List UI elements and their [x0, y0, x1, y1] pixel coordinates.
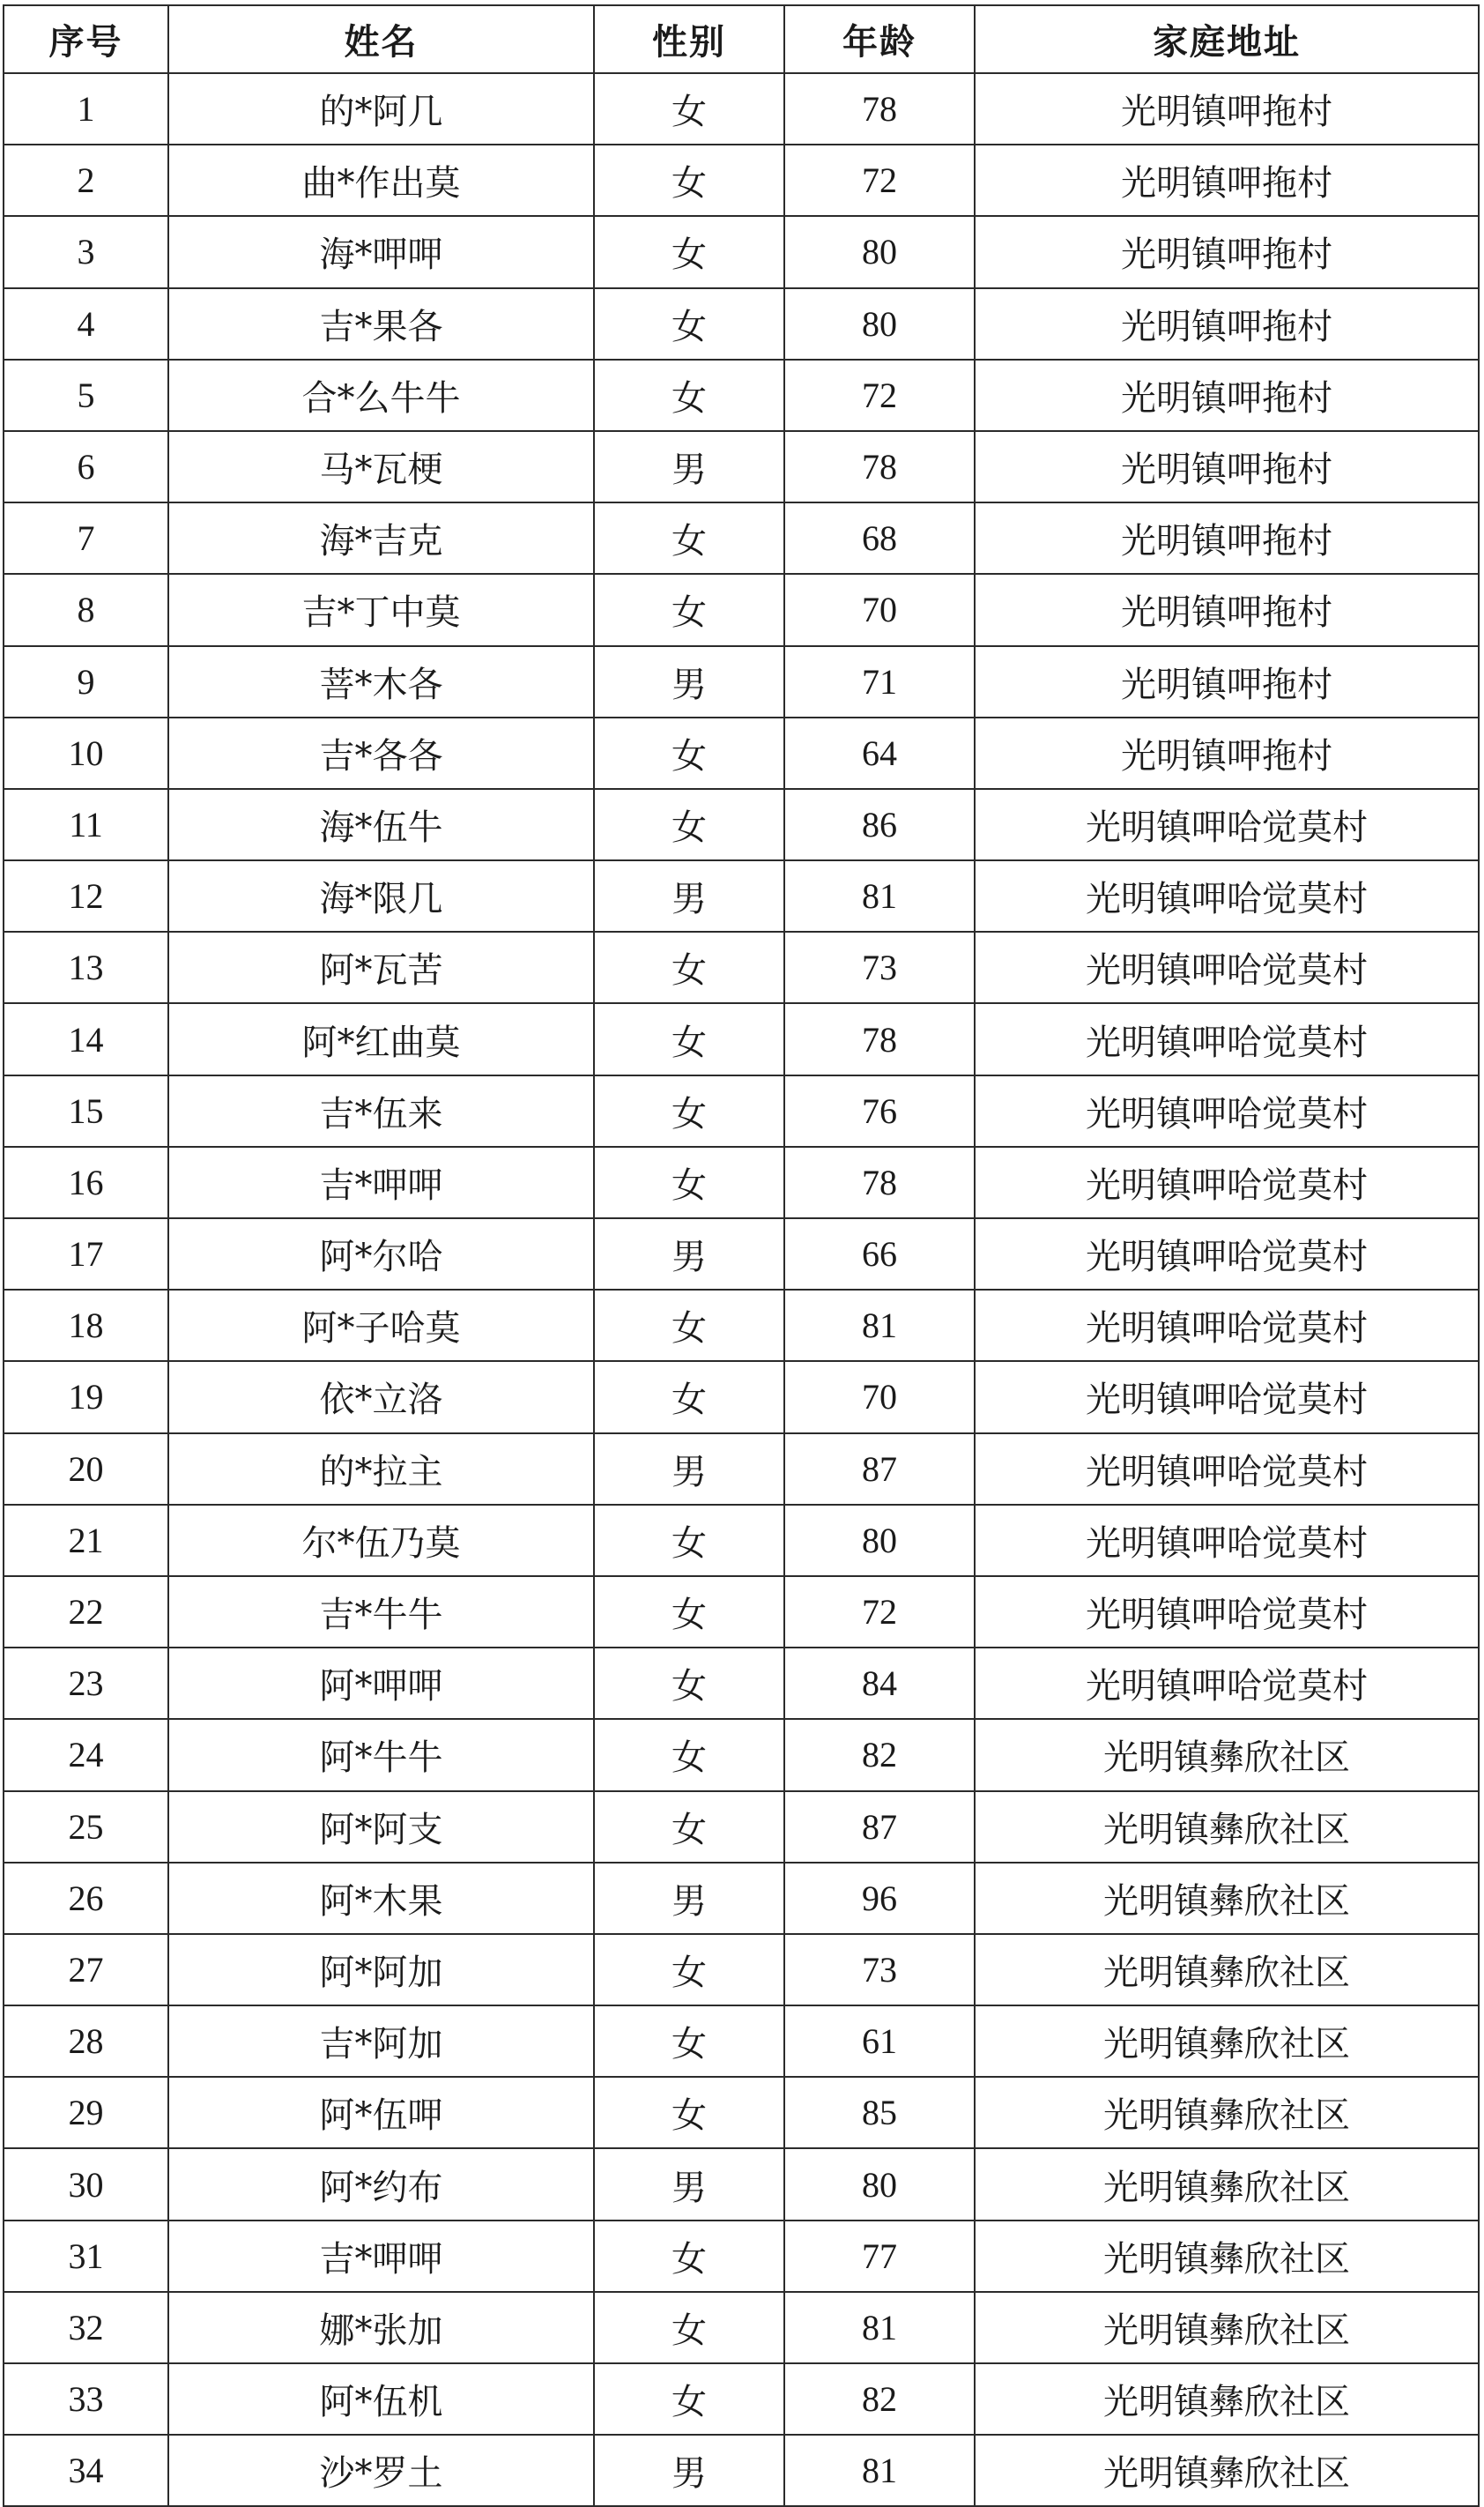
cell-address: 光明镇呷哈觉莫村 — [975, 1147, 1479, 1218]
cell-serial-number: 21 — [4, 1505, 168, 1576]
cell-serial-number: 12 — [4, 860, 168, 932]
cell-name: 阿*牛牛 — [168, 1719, 594, 1790]
cell-gender: 女 — [594, 1075, 784, 1147]
cell-name: 阿*瓦苦 — [168, 932, 594, 1003]
cell-age: 68 — [784, 502, 975, 574]
table-row — [4, 1934, 1479, 2005]
cell-age: 80 — [784, 1505, 975, 1576]
cell-age: 87 — [784, 1433, 975, 1505]
cell-address: 光明镇彝欣社区 — [975, 2363, 1479, 2435]
cell-address: 光明镇呷拖村 — [975, 145, 1479, 216]
cell-address: 光明镇彝欣社区 — [975, 2077, 1479, 2148]
cell-address: 光明镇呷哈觉莫村 — [975, 932, 1479, 1003]
table-row — [4, 360, 1479, 431]
table-row — [4, 431, 1479, 502]
cell-gender: 女 — [594, 1147, 784, 1218]
cell-serial-number: 4 — [4, 288, 168, 360]
cell-address: 光明镇呷哈觉莫村 — [975, 1505, 1479, 1576]
cell-address: 光明镇呷拖村 — [975, 288, 1479, 360]
cell-serial-number: 18 — [4, 1290, 168, 1361]
cell-serial-number: 33 — [4, 2363, 168, 2435]
cell-gender: 女 — [594, 932, 784, 1003]
cell-name: 阿*子哈莫 — [168, 1290, 594, 1361]
table-row — [4, 646, 1479, 718]
table-row — [4, 1791, 1479, 1863]
cell-serial-number: 2 — [4, 145, 168, 216]
cell-serial-number: 30 — [4, 2148, 168, 2220]
cell-gender: 女 — [594, 502, 784, 574]
cell-address: 光明镇彝欣社区 — [975, 2292, 1479, 2363]
roster-table-wrapper — [3, 4, 1478, 2507]
cell-age: 76 — [784, 1075, 975, 1147]
cell-gender: 女 — [594, 2077, 784, 2148]
cell-name: 阿*约布 — [168, 2148, 594, 2220]
cell-gender: 女 — [594, 1505, 784, 1576]
cell-gender: 女 — [594, 1648, 784, 1719]
cell-serial-number: 22 — [4, 1576, 168, 1648]
table-row — [4, 1147, 1479, 1218]
table-body — [4, 73, 1479, 2506]
table-row — [4, 2363, 1479, 2435]
cell-serial-number: 11 — [4, 789, 168, 860]
cell-gender: 女 — [594, 574, 784, 645]
cell-age: 78 — [784, 431, 975, 502]
cell-age: 64 — [784, 718, 975, 789]
cell-address: 光明镇彝欣社区 — [975, 2221, 1479, 2292]
table-row — [4, 1075, 1479, 1147]
cell-serial-number: 7 — [4, 502, 168, 574]
cell-gender: 男 — [594, 646, 784, 718]
cell-name: 阿*呷呷 — [168, 1648, 594, 1719]
cell-serial-number: 32 — [4, 2292, 168, 2363]
table-row — [4, 502, 1479, 574]
cell-serial-number: 8 — [4, 574, 168, 645]
cell-gender: 女 — [594, 1791, 784, 1863]
cell-serial-number: 9 — [4, 646, 168, 718]
cell-serial-number: 29 — [4, 2077, 168, 2148]
cell-age: 72 — [784, 360, 975, 431]
cell-address: 光明镇彝欣社区 — [975, 1934, 1479, 2005]
table-row — [4, 1863, 1479, 1934]
cell-name: 海*伍牛 — [168, 789, 594, 860]
cell-gender: 男 — [594, 1433, 784, 1505]
cell-address: 光明镇彝欣社区 — [975, 2435, 1479, 2506]
cell-age: 80 — [784, 288, 975, 360]
cell-serial-number: 27 — [4, 1934, 168, 2005]
table-row — [4, 73, 1479, 145]
cell-address: 光明镇呷拖村 — [975, 360, 1479, 431]
cell-name: 阿*伍呷 — [168, 2077, 594, 2148]
cell-name: 吉*各各 — [168, 718, 594, 789]
cell-name: 海*吉克 — [168, 502, 594, 574]
table-row — [4, 1290, 1479, 1361]
table-row — [4, 1576, 1479, 1648]
cell-age: 78 — [784, 1147, 975, 1218]
cell-name: 尔*伍乃莫 — [168, 1505, 594, 1576]
cell-age: 80 — [784, 2148, 975, 2220]
cell-address: 光明镇呷哈觉莫村 — [975, 1075, 1479, 1147]
cell-gender: 女 — [594, 1290, 784, 1361]
cell-name: 吉*呷呷 — [168, 2221, 594, 2292]
cell-address: 光明镇彝欣社区 — [975, 2005, 1479, 2077]
cell-serial-number: 31 — [4, 2221, 168, 2292]
cell-name: 吉*牛牛 — [168, 1576, 594, 1648]
cell-gender: 女 — [594, 2005, 784, 2077]
cell-age: 81 — [784, 2292, 975, 2363]
cell-serial-number: 20 — [4, 1433, 168, 1505]
cell-serial-number: 24 — [4, 1719, 168, 1790]
cell-gender: 女 — [594, 145, 784, 216]
table-row — [4, 860, 1479, 932]
header-home-address: 家庭地址 — [975, 5, 1479, 73]
cell-address: 光明镇彝欣社区 — [975, 1791, 1479, 1863]
cell-name: 阿*尔哈 — [168, 1218, 594, 1290]
cell-gender: 女 — [594, 1361, 784, 1432]
cell-age: 61 — [784, 2005, 975, 2077]
table-row — [4, 932, 1479, 1003]
cell-gender: 女 — [594, 1719, 784, 1790]
cell-name: 阿*阿加 — [168, 1934, 594, 2005]
cell-age: 73 — [784, 1934, 975, 2005]
cell-age: 81 — [784, 860, 975, 932]
table-row — [4, 2221, 1479, 2292]
cell-age: 81 — [784, 1290, 975, 1361]
cell-address: 光明镇呷拖村 — [975, 718, 1479, 789]
cell-serial-number: 13 — [4, 932, 168, 1003]
cell-address: 光明镇呷哈觉莫村 — [975, 1576, 1479, 1648]
cell-gender: 男 — [594, 2148, 784, 2220]
cell-age: 77 — [784, 2221, 975, 2292]
cell-gender: 女 — [594, 216, 784, 287]
table-row — [4, 288, 1479, 360]
cell-gender: 男 — [594, 2435, 784, 2506]
cell-age: 78 — [784, 1003, 975, 1075]
cell-name: 吉*丁中莫 — [168, 574, 594, 645]
cell-age: 71 — [784, 646, 975, 718]
cell-gender: 男 — [594, 860, 784, 932]
cell-address: 光明镇彝欣社区 — [975, 2148, 1479, 2220]
cell-name: 吉*伍来 — [168, 1075, 594, 1147]
cell-name: 阿*木果 — [168, 1863, 594, 1934]
cell-address: 光明镇呷拖村 — [975, 431, 1479, 502]
cell-age: 96 — [784, 1863, 975, 1934]
cell-serial-number: 26 — [4, 1863, 168, 1934]
cell-serial-number: 5 — [4, 360, 168, 431]
cell-serial-number: 15 — [4, 1075, 168, 1147]
cell-serial-number: 23 — [4, 1648, 168, 1719]
table-row — [4, 1648, 1479, 1719]
cell-gender: 女 — [594, 73, 784, 145]
cell-age: 66 — [784, 1218, 975, 1290]
cell-serial-number: 1 — [4, 73, 168, 145]
cell-gender: 女 — [594, 718, 784, 789]
cell-serial-number: 3 — [4, 216, 168, 287]
table-row — [4, 574, 1479, 645]
cell-gender: 女 — [594, 2292, 784, 2363]
table-row — [4, 1218, 1479, 1290]
cell-name: 马*瓦梗 — [168, 431, 594, 502]
cell-serial-number: 28 — [4, 2005, 168, 2077]
cell-address: 光明镇呷拖村 — [975, 502, 1479, 574]
cell-name: 娜*张加 — [168, 2292, 594, 2363]
cell-name: 沙*罗土 — [168, 2435, 594, 2506]
cell-age: 85 — [784, 2077, 975, 2148]
cell-address: 光明镇呷拖村 — [975, 216, 1479, 287]
cell-gender: 女 — [594, 1576, 784, 1648]
cell-gender: 男 — [594, 1863, 784, 1934]
cell-name: 吉*阿加 — [168, 2005, 594, 2077]
cell-serial-number: 25 — [4, 1791, 168, 1863]
cell-age: 82 — [784, 1719, 975, 1790]
cell-address: 光明镇呷拖村 — [975, 646, 1479, 718]
cell-gender: 男 — [594, 431, 784, 502]
table-header-row — [4, 5, 1479, 73]
cell-age: 81 — [784, 2435, 975, 2506]
table-row — [4, 2292, 1479, 2363]
cell-age: 72 — [784, 1576, 975, 1648]
cell-name: 海*呷呷 — [168, 216, 594, 287]
cell-serial-number: 19 — [4, 1361, 168, 1432]
header-name: 姓名 — [168, 5, 594, 73]
cell-age: 70 — [784, 1361, 975, 1432]
cell-serial-number: 17 — [4, 1218, 168, 1290]
cell-name: 阿*伍机 — [168, 2363, 594, 2435]
cell-gender: 女 — [594, 2363, 784, 2435]
table-row — [4, 1505, 1479, 1576]
table-row — [4, 2148, 1479, 2220]
table-row — [4, 2077, 1479, 2148]
table-row — [4, 145, 1479, 216]
cell-serial-number: 14 — [4, 1003, 168, 1075]
cell-address: 光明镇呷哈觉莫村 — [975, 860, 1479, 932]
table-row — [4, 2005, 1479, 2077]
cell-age: 73 — [784, 932, 975, 1003]
table-row — [4, 718, 1479, 789]
cell-name: 阿*红曲莫 — [168, 1003, 594, 1075]
table-row — [4, 1003, 1479, 1075]
cell-name: 吉*果各 — [168, 288, 594, 360]
cell-address: 光明镇呷哈觉莫村 — [975, 1361, 1479, 1432]
cell-name: 的*阿几 — [168, 73, 594, 145]
table-row — [4, 1361, 1479, 1432]
cell-age: 84 — [784, 1648, 975, 1719]
header-serial-number: 序号 — [4, 5, 168, 73]
cell-age: 86 — [784, 789, 975, 860]
cell-age: 87 — [784, 1791, 975, 1863]
cell-serial-number: 34 — [4, 2435, 168, 2506]
header-gender: 性别 — [594, 5, 784, 73]
table-row — [4, 789, 1479, 860]
table-row — [4, 216, 1479, 287]
cell-name: 海*限几 — [168, 860, 594, 932]
cell-name: 阿*阿支 — [168, 1791, 594, 1863]
cell-address: 光明镇呷哈觉莫村 — [975, 1648, 1479, 1719]
cell-age: 80 — [784, 216, 975, 287]
cell-gender: 男 — [594, 1218, 784, 1290]
cell-name: 吉*呷呷 — [168, 1147, 594, 1218]
cell-serial-number: 10 — [4, 718, 168, 789]
cell-serial-number: 6 — [4, 431, 168, 502]
header-age: 年龄 — [784, 5, 975, 73]
roster-table — [3, 4, 1480, 2507]
cell-address: 光明镇彝欣社区 — [975, 1863, 1479, 1934]
cell-address: 光明镇彝欣社区 — [975, 1719, 1479, 1790]
cell-address: 光明镇呷哈觉莫村 — [975, 1290, 1479, 1361]
cell-address: 光明镇呷拖村 — [975, 73, 1479, 145]
table-row — [4, 1433, 1479, 1505]
cell-gender: 女 — [594, 288, 784, 360]
cell-age: 78 — [784, 73, 975, 145]
cell-gender: 女 — [594, 1934, 784, 2005]
cell-age: 70 — [784, 574, 975, 645]
cell-gender: 女 — [594, 789, 784, 860]
cell-gender: 女 — [594, 1003, 784, 1075]
table-row — [4, 1719, 1479, 1790]
cell-address: 光明镇呷哈觉莫村 — [975, 789, 1479, 860]
cell-name: 合*么牛牛 — [168, 360, 594, 431]
cell-age: 72 — [784, 145, 975, 216]
cell-name: 依*立洛 — [168, 1361, 594, 1432]
cell-serial-number: 16 — [4, 1147, 168, 1218]
cell-name: 的*拉主 — [168, 1433, 594, 1505]
cell-gender: 女 — [594, 360, 784, 431]
cell-address: 光明镇呷哈觉莫村 — [975, 1218, 1479, 1290]
cell-gender: 女 — [594, 2221, 784, 2292]
cell-name: 菩*木各 — [168, 646, 594, 718]
cell-age: 82 — [784, 2363, 975, 2435]
cell-address: 光明镇呷拖村 — [975, 574, 1479, 645]
cell-address: 光明镇呷哈觉莫村 — [975, 1003, 1479, 1075]
table-row — [4, 2435, 1479, 2506]
cell-address: 光明镇呷哈觉莫村 — [975, 1433, 1479, 1505]
cell-name: 曲*作出莫 — [168, 145, 594, 216]
